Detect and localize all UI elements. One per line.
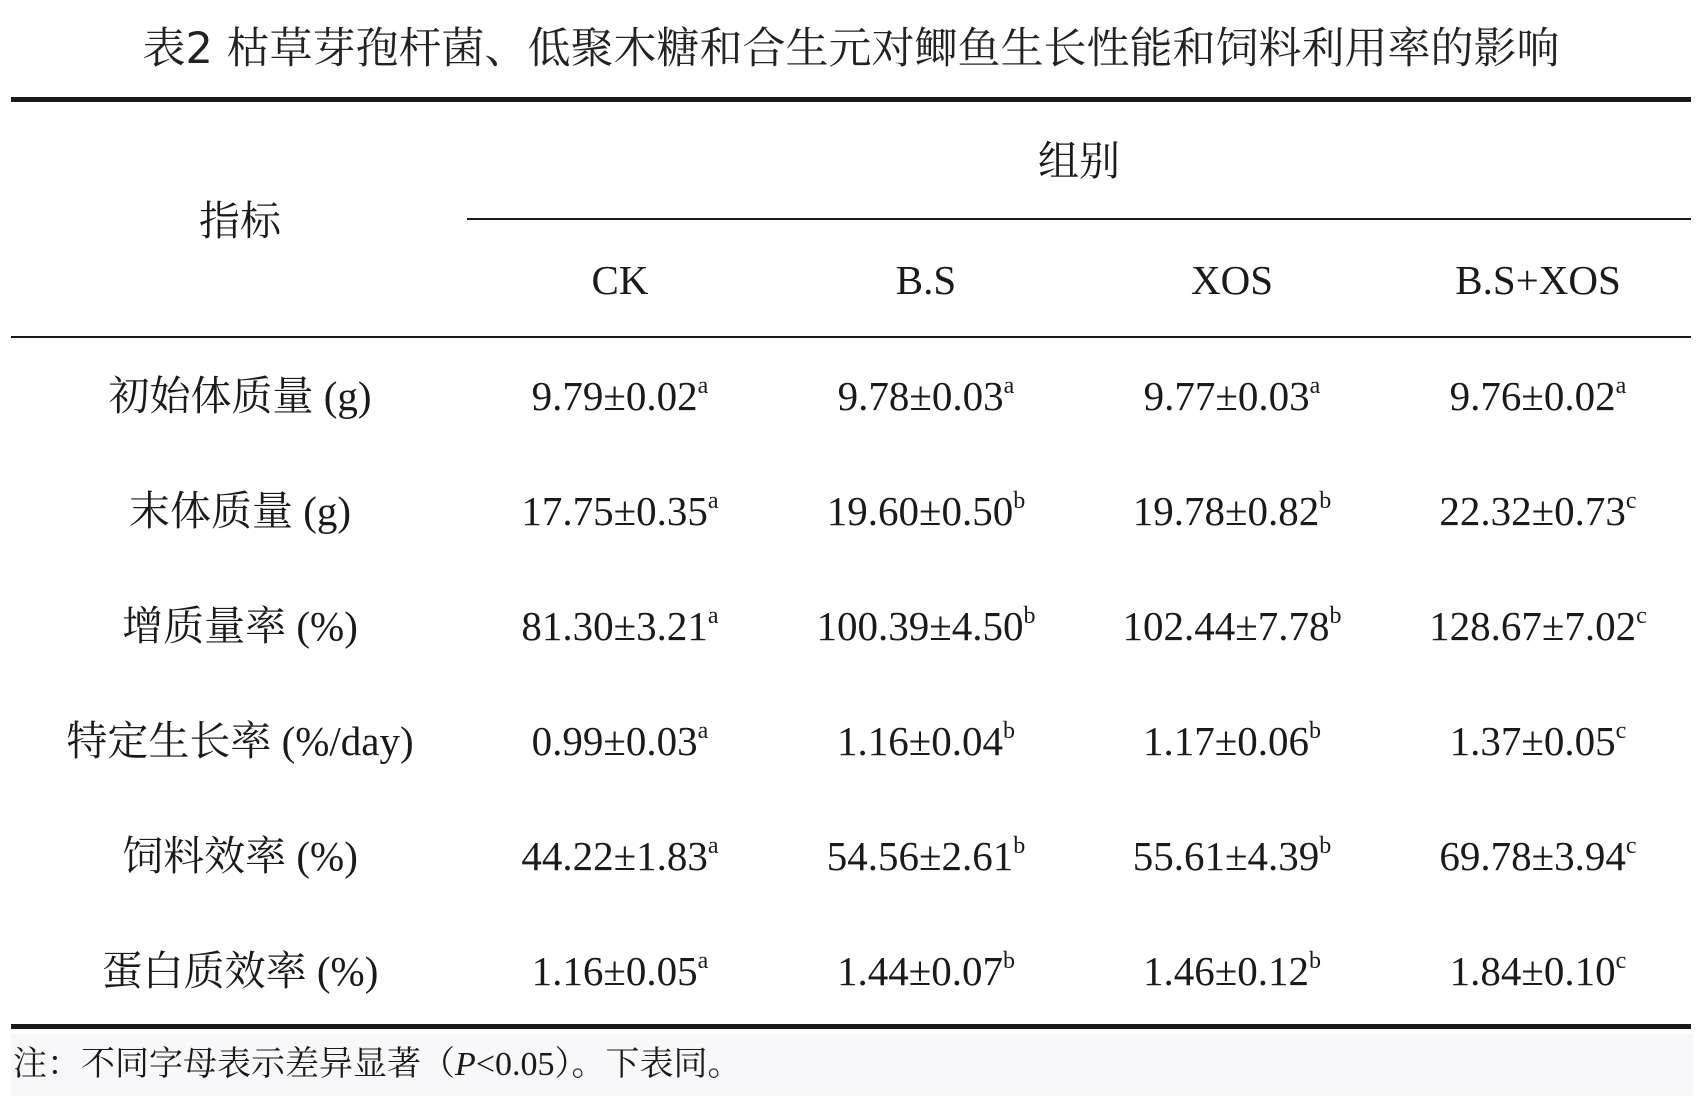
column-header-bs-xos: B.S+XOS	[1455, 257, 1621, 303]
table-cell	[1079, 598, 1385, 661]
cell-value: 19.60±0.50	[826, 488, 1014, 534]
cell-value: 1.46±0.12	[1142, 948, 1309, 994]
significance-letter: b	[1013, 833, 1026, 859]
significance-letter: a	[707, 833, 719, 859]
table-cell	[1385, 943, 1691, 1006]
table-top-rule	[11, 97, 1691, 102]
table-cell	[467, 828, 773, 891]
significance-letter: b	[1309, 718, 1321, 744]
cell-value: 22.32±0.73	[1439, 488, 1626, 534]
table-cell	[467, 598, 773, 661]
group-header: 组别	[1038, 138, 1120, 184]
significance-letter: b	[1003, 948, 1015, 974]
significance-letter: c	[1615, 718, 1627, 744]
table-cell	[773, 713, 1079, 776]
cell-value: 1.17±0.06	[1142, 718, 1309, 764]
table-cell	[467, 943, 773, 1006]
table-cell	[773, 943, 1079, 1006]
table-title: 表2 枯草芽孢杆菌、低聚木糖和合生元对鲫鱼生长性能和饲料利用率的影响	[142, 24, 1560, 74]
table-cell	[1385, 713, 1691, 776]
cell-value: 17.75±0.35	[521, 488, 708, 534]
table-cell	[467, 368, 773, 431]
table-cell	[1385, 598, 1691, 661]
significance-letter: a	[1003, 373, 1015, 399]
cell-value: 102.44±7.78	[1122, 603, 1330, 649]
row-label: 初始体质量 (g)	[108, 373, 372, 419]
significance-letter: b	[1309, 948, 1321, 974]
significance-letter: b	[1013, 488, 1026, 514]
table-cell	[467, 483, 773, 546]
cell-value: 54.56±2.61	[826, 833, 1014, 879]
table-cell	[467, 713, 773, 776]
significance-letter: c	[1636, 603, 1647, 629]
significance-letter: b	[1023, 603, 1036, 629]
footnote-suffix: ）。下表同。	[554, 1046, 742, 1083]
table-cell	[773, 483, 1079, 546]
significance-letter: a	[697, 718, 709, 744]
table-cell	[1079, 368, 1385, 431]
table-cell	[1385, 828, 1691, 891]
table-cell	[773, 598, 1079, 661]
significance-letter: b	[1319, 488, 1332, 514]
table-cell	[1385, 368, 1691, 431]
significance-letter: b	[1329, 603, 1342, 629]
row-label: 特定生长率 (%/day)	[66, 718, 414, 764]
significance-letter: c	[1615, 948, 1627, 974]
row-label: 末体质量 (g)	[128, 488, 352, 534]
significance-letter: a	[1309, 373, 1321, 399]
table-cell	[773, 368, 1079, 431]
cell-value: 9.76±0.02	[1449, 373, 1616, 419]
cell-value: 1.16±0.05	[531, 948, 698, 994]
footnote-condition: <0.05	[475, 1046, 555, 1083]
table-cell	[1079, 483, 1385, 546]
cell-value: 1.16±0.04	[836, 718, 1003, 764]
cell-value: 9.78±0.03	[837, 373, 1004, 419]
significance-letter: c	[1625, 488, 1637, 514]
cell-value: 0.99±0.03	[531, 718, 698, 764]
cell-value: 1.37±0.05	[1449, 718, 1616, 764]
significance-letter: a	[707, 603, 719, 629]
cell-value: 44.22±1.83	[521, 833, 708, 879]
table-cell	[1079, 713, 1385, 776]
cell-value: 69.78±3.94	[1439, 833, 1626, 879]
indicator-header: 指标	[199, 198, 281, 244]
cell-value: 1.84±0.10	[1449, 948, 1616, 994]
column-header-ck: CK	[591, 257, 649, 303]
footnote-prefix: 注：不同字母表示差异显著（	[13, 1046, 455, 1083]
table-cell	[1079, 828, 1385, 891]
significance-letter: a	[707, 488, 719, 514]
cell-value: 81.30±3.21	[521, 603, 708, 649]
column-header-bs: B.S	[895, 257, 957, 303]
cell-value: 19.78±0.82	[1132, 488, 1320, 534]
cell-value: 128.67±7.02	[1429, 603, 1637, 649]
row-label: 饲料效率 (%)	[122, 833, 358, 879]
column-header-xos: XOS	[1190, 257, 1274, 303]
table-cell	[1079, 943, 1385, 1006]
cell-value: 1.44±0.07	[836, 948, 1003, 994]
cell-value: 100.39±4.50	[816, 603, 1024, 649]
cell-value: 9.79±0.02	[531, 373, 698, 419]
table-cell	[1385, 483, 1691, 546]
significance-letter: a	[1615, 373, 1627, 399]
cell-value: 55.61±4.39	[1132, 833, 1320, 879]
cell-value: 9.77±0.03	[1143, 373, 1310, 419]
footnote-p-symbol: P	[455, 1046, 476, 1083]
table-header-rule	[11, 336, 1691, 338]
significance-letter: a	[697, 948, 709, 974]
significance-letter: a	[697, 373, 709, 399]
significance-letter: c	[1625, 833, 1637, 859]
row-label: 蛋白质效率 (%)	[101, 948, 379, 994]
table-cell	[773, 828, 1079, 891]
group-header-rule	[467, 218, 1691, 220]
row-label: 增质量率 (%)	[122, 603, 358, 649]
significance-letter: b	[1319, 833, 1332, 859]
table-footnote	[11, 1034, 1693, 1096]
significance-letter: b	[1003, 718, 1015, 744]
table-bottom-rule	[11, 1024, 1691, 1029]
